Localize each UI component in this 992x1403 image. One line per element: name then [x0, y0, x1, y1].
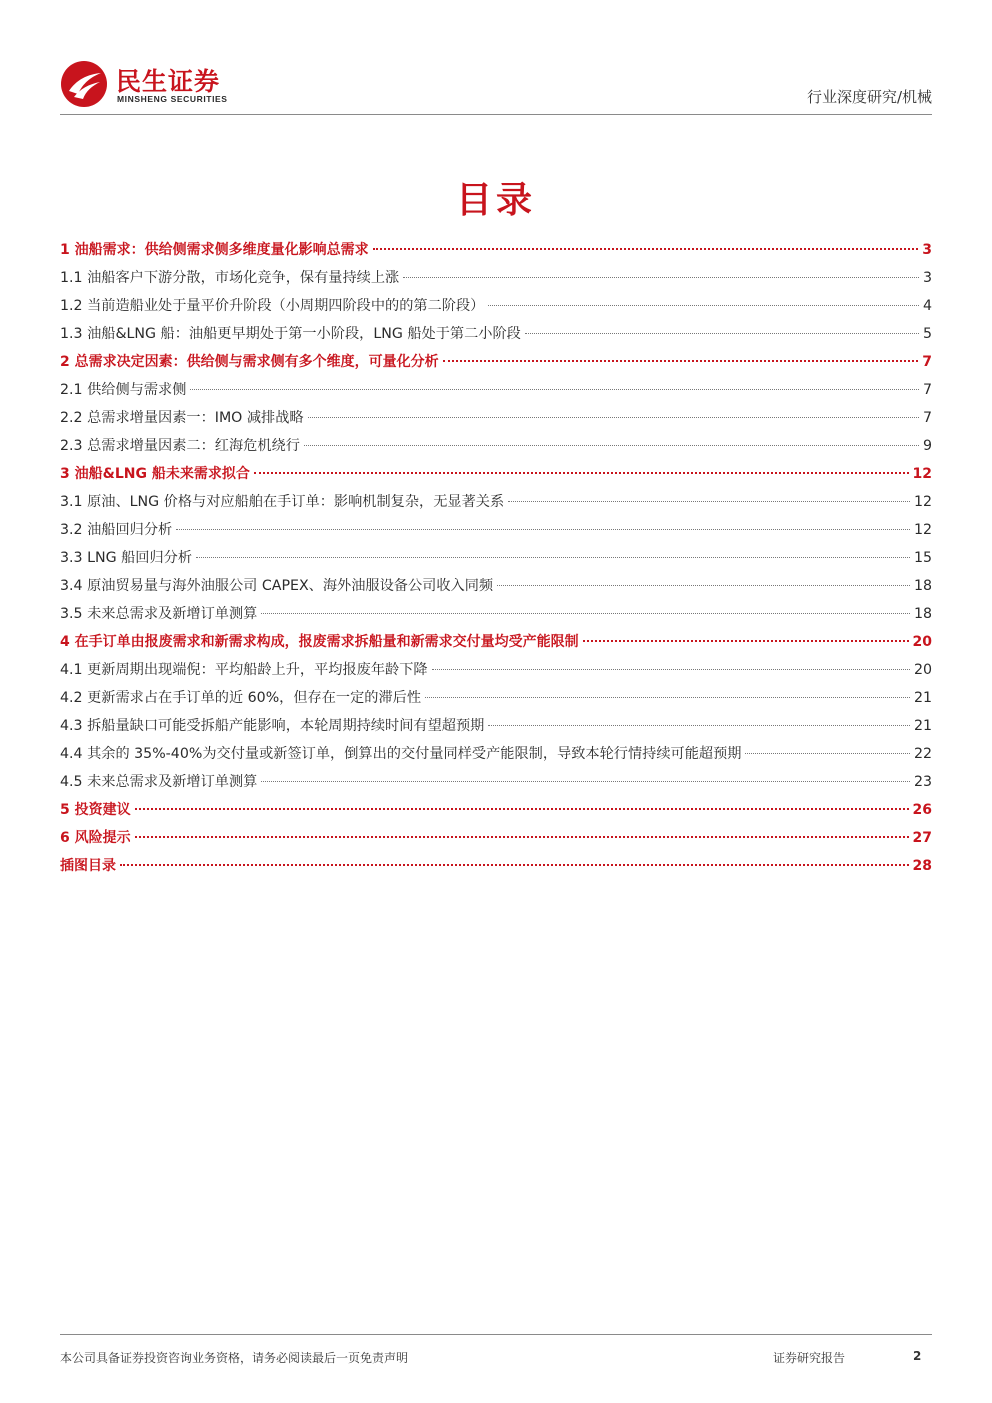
toc-page-number: 7	[922, 382, 932, 398]
toc-dot-leader	[135, 836, 909, 838]
toc-dot-leader	[497, 585, 910, 586]
toc-chapter-entry[interactable]	[60, 628, 932, 656]
toc-section-entry[interactable]	[60, 600, 932, 628]
company-logo	[60, 60, 260, 108]
toc-entry-label: 6 风险提示	[60, 830, 131, 846]
toc-page-number: 4	[922, 298, 932, 314]
toc-page-number: 22	[913, 746, 932, 762]
toc-entry-label: 4.1 更新周期出现端倪：平均船龄上升，平均报废年龄下降	[60, 662, 428, 678]
footer-disclaimer: 本公司具备证券投资咨询业务资格，请务必阅读最后一页免责声明	[60, 1351, 409, 1365]
toc-section-entry[interactable]	[60, 572, 932, 600]
toc-dot-leader	[488, 725, 910, 726]
toc-chapter-entry[interactable]	[60, 824, 932, 852]
toc-section-entry[interactable]	[60, 684, 932, 712]
toc-entry-label: 3.1 原油、LNG 价格与对应船舶在手订单：影响机制复杂，无显著关系	[60, 494, 505, 510]
toc-section-entry[interactable]	[60, 656, 932, 684]
toc-entry-label: 插图目录	[60, 858, 116, 874]
toc-page-number: 28	[912, 858, 932, 874]
toc-entry-label: 3.5 未来总需求及新增订单测算	[60, 606, 258, 622]
toc-dot-leader	[176, 529, 910, 530]
footer-report-type: 证券研究报告	[773, 1351, 846, 1365]
toc-dot-leader	[120, 864, 909, 866]
toc-page-number: 5	[922, 326, 932, 342]
toc-page-number: 9	[922, 438, 932, 454]
toc-dot-leader	[508, 501, 910, 502]
toc-section-entry[interactable]	[60, 404, 932, 432]
page-title: 目录	[455, 180, 536, 221]
toc-page-number: 12	[912, 466, 932, 482]
toc-section-entry[interactable]	[60, 516, 932, 544]
logo-chinese-name: 民生证券	[116, 67, 221, 96]
toc-entry-label: 1.3 油船&LNG 船：油船更早期处于第一小阶段，LNG 船处于第二小阶段	[60, 326, 521, 342]
toc-dot-leader	[261, 613, 910, 614]
toc-chapter-entry[interactable]	[60, 460, 932, 488]
toc-entry-label: 3.4 原油贸易量与海外油服公司 CAPEX、海外油服设备公司收入同频	[60, 578, 494, 594]
toc-chapter-entry[interactable]	[60, 852, 932, 880]
toc-entry-label: 4.2 更新需求占在手订单的近 60%，但存在一定的滞后性	[60, 690, 422, 706]
toc-page-number: 7	[922, 410, 932, 426]
toc-entry-label: 3 油船&LNG 船未来需求拟合	[60, 466, 250, 482]
toc-dot-leader	[135, 808, 909, 810]
toc-chapter-entry[interactable]	[60, 348, 932, 376]
toc-dot-leader	[373, 248, 919, 250]
toc-dot-leader	[196, 557, 910, 558]
table-of-contents	[60, 236, 932, 880]
toc-entry-label: 2.2 总需求增量因素一：IMO 减排战略	[60, 410, 304, 426]
toc-section-entry[interactable]	[60, 740, 932, 768]
toc-section-entry[interactable]	[60, 320, 932, 348]
toc-section-entry[interactable]	[60, 768, 932, 796]
toc-dot-leader	[308, 417, 919, 418]
report-category: 行业深度研究/机械	[806, 88, 932, 106]
logo-english-name: MINSHENG SECURITIES	[117, 94, 228, 104]
toc-section-entry[interactable]	[60, 712, 932, 740]
toc-page-number: 21	[913, 718, 932, 734]
toc-entry-label: 3.2 油船回归分析	[60, 522, 173, 538]
toc-page-number: 18	[913, 606, 932, 622]
toc-dot-leader	[745, 753, 909, 754]
toc-chapter-entry[interactable]	[60, 236, 932, 264]
toc-dot-leader	[425, 697, 910, 698]
toc-section-entry[interactable]	[60, 376, 932, 404]
toc-page-number: 20	[912, 634, 932, 650]
toc-entry-label: 1 油船需求：供给侧需求侧多维度量化影响总需求	[60, 242, 369, 258]
toc-dot-leader	[190, 389, 919, 390]
toc-dot-leader	[583, 640, 909, 642]
toc-entry-label: 2 总需求决定因素：供给侧与需求侧有多个维度，可量化分析	[60, 354, 439, 370]
toc-page-number: 12	[913, 494, 932, 510]
toc-section-entry[interactable]	[60, 488, 932, 516]
toc-page-number: 12	[913, 522, 932, 538]
footer-divider	[60, 1334, 932, 1335]
header-divider	[60, 114, 932, 115]
toc-page-number: 23	[913, 774, 932, 790]
toc-dot-leader	[304, 445, 919, 446]
toc-entry-label: 4.5 未来总需求及新增订单测算	[60, 774, 258, 790]
toc-entry-label: 2.1 供给侧与需求侧	[60, 382, 187, 398]
toc-dot-leader	[261, 781, 910, 782]
toc-page-number: 7	[922, 354, 932, 370]
toc-entry-label: 2.3 总需求增量因素二：红海危机绕行	[60, 438, 300, 454]
toc-dot-leader	[432, 669, 910, 670]
toc-page-number: 20	[913, 662, 932, 678]
minsheng-logo-icon	[60, 60, 108, 108]
toc-dot-leader	[443, 360, 919, 362]
toc-entry-label: 4.4 其余的 35%-40%为交付量或新签订单，倒算出的交付量同样受产能限制，导致本轮行情持续可能超预期	[60, 746, 742, 762]
footer-page-number: 2	[913, 1349, 922, 1363]
toc-page-number: 27	[912, 830, 932, 846]
toc-dot-leader	[525, 333, 919, 334]
toc-entry-label: 1.1 油船客户下游分散，市场化竞争，保有量持续上涨	[60, 270, 400, 286]
toc-dot-leader	[488, 305, 919, 306]
toc-page-number: 15	[913, 550, 932, 566]
page-header	[60, 54, 932, 114]
toc-dot-leader	[403, 277, 919, 278]
toc-entry-label: 5 投资建议	[60, 802, 131, 818]
toc-section-entry[interactable]	[60, 544, 932, 572]
toc-chapter-entry[interactable]	[60, 796, 932, 824]
toc-entry-label: 4.3 拆船量缺口可能受拆船产能影响，本轮周期持续时间有望超预期	[60, 718, 485, 734]
toc-page-number: 3	[922, 270, 932, 286]
toc-section-entry[interactable]	[60, 264, 932, 292]
toc-page-number: 18	[913, 578, 932, 594]
toc-entry-label: 3.3 LNG 船回归分析	[60, 550, 193, 566]
toc-page-number: 3	[922, 242, 932, 258]
toc-section-entry[interactable]	[60, 432, 932, 460]
toc-page-number: 21	[913, 690, 932, 706]
toc-page-number: 26	[912, 802, 932, 818]
toc-entry-label: 1.2 当前造船业处于量平价升阶段（小周期四阶段中的的第二阶段）	[60, 298, 485, 314]
toc-dot-leader	[254, 472, 909, 474]
toc-entry-label: 4 在手订单由报废需求和新需求构成，报废需求拆船量和新需求交付量均受产能限制	[60, 634, 579, 650]
toc-section-entry[interactable]	[60, 292, 932, 320]
